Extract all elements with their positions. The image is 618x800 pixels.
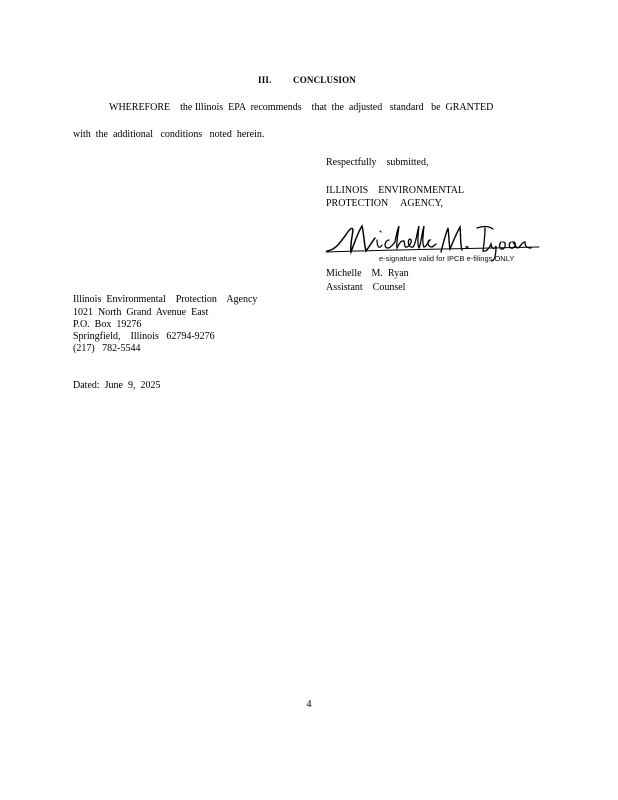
agency-name-line-1: ILLINOIS ENVIRONMENTAL	[326, 185, 465, 196]
handwritten-signature	[325, 214, 540, 264]
address-line-3: P.O. Box 19276	[73, 319, 142, 330]
address-line-5: (217) 782-5544	[73, 343, 141, 354]
address-line-4: Springfield, Illinois 62794-9276	[73, 331, 215, 342]
address-line-2: 1021 North Grand Avenue East	[73, 307, 209, 318]
body-line-2: with the additional conditions noted herein.	[73, 129, 265, 140]
signer-title: Assistant Counsel	[326, 282, 406, 293]
page-number: 4	[306, 699, 312, 710]
signer-name: Michelle M. Ryan	[326, 268, 409, 279]
signature-note: e-signature valid for IPCB e-filings ONLY	[379, 254, 515, 263]
date-line: Dated: June 9, 2025	[73, 380, 161, 391]
section-title: CONCLUSION	[293, 75, 357, 85]
closing-salutation: Respectfully submitted,	[326, 157, 429, 168]
body-line-1: WHEREFORE the Illinois EPA recommends that the adjusted standard be GRANTED	[109, 102, 494, 113]
section-number: III.	[258, 75, 272, 85]
agency-name-line-2: PROTECTION AGENCY,	[326, 198, 444, 209]
address-line-1: Illinois Environmental Protection Agency	[73, 294, 258, 305]
